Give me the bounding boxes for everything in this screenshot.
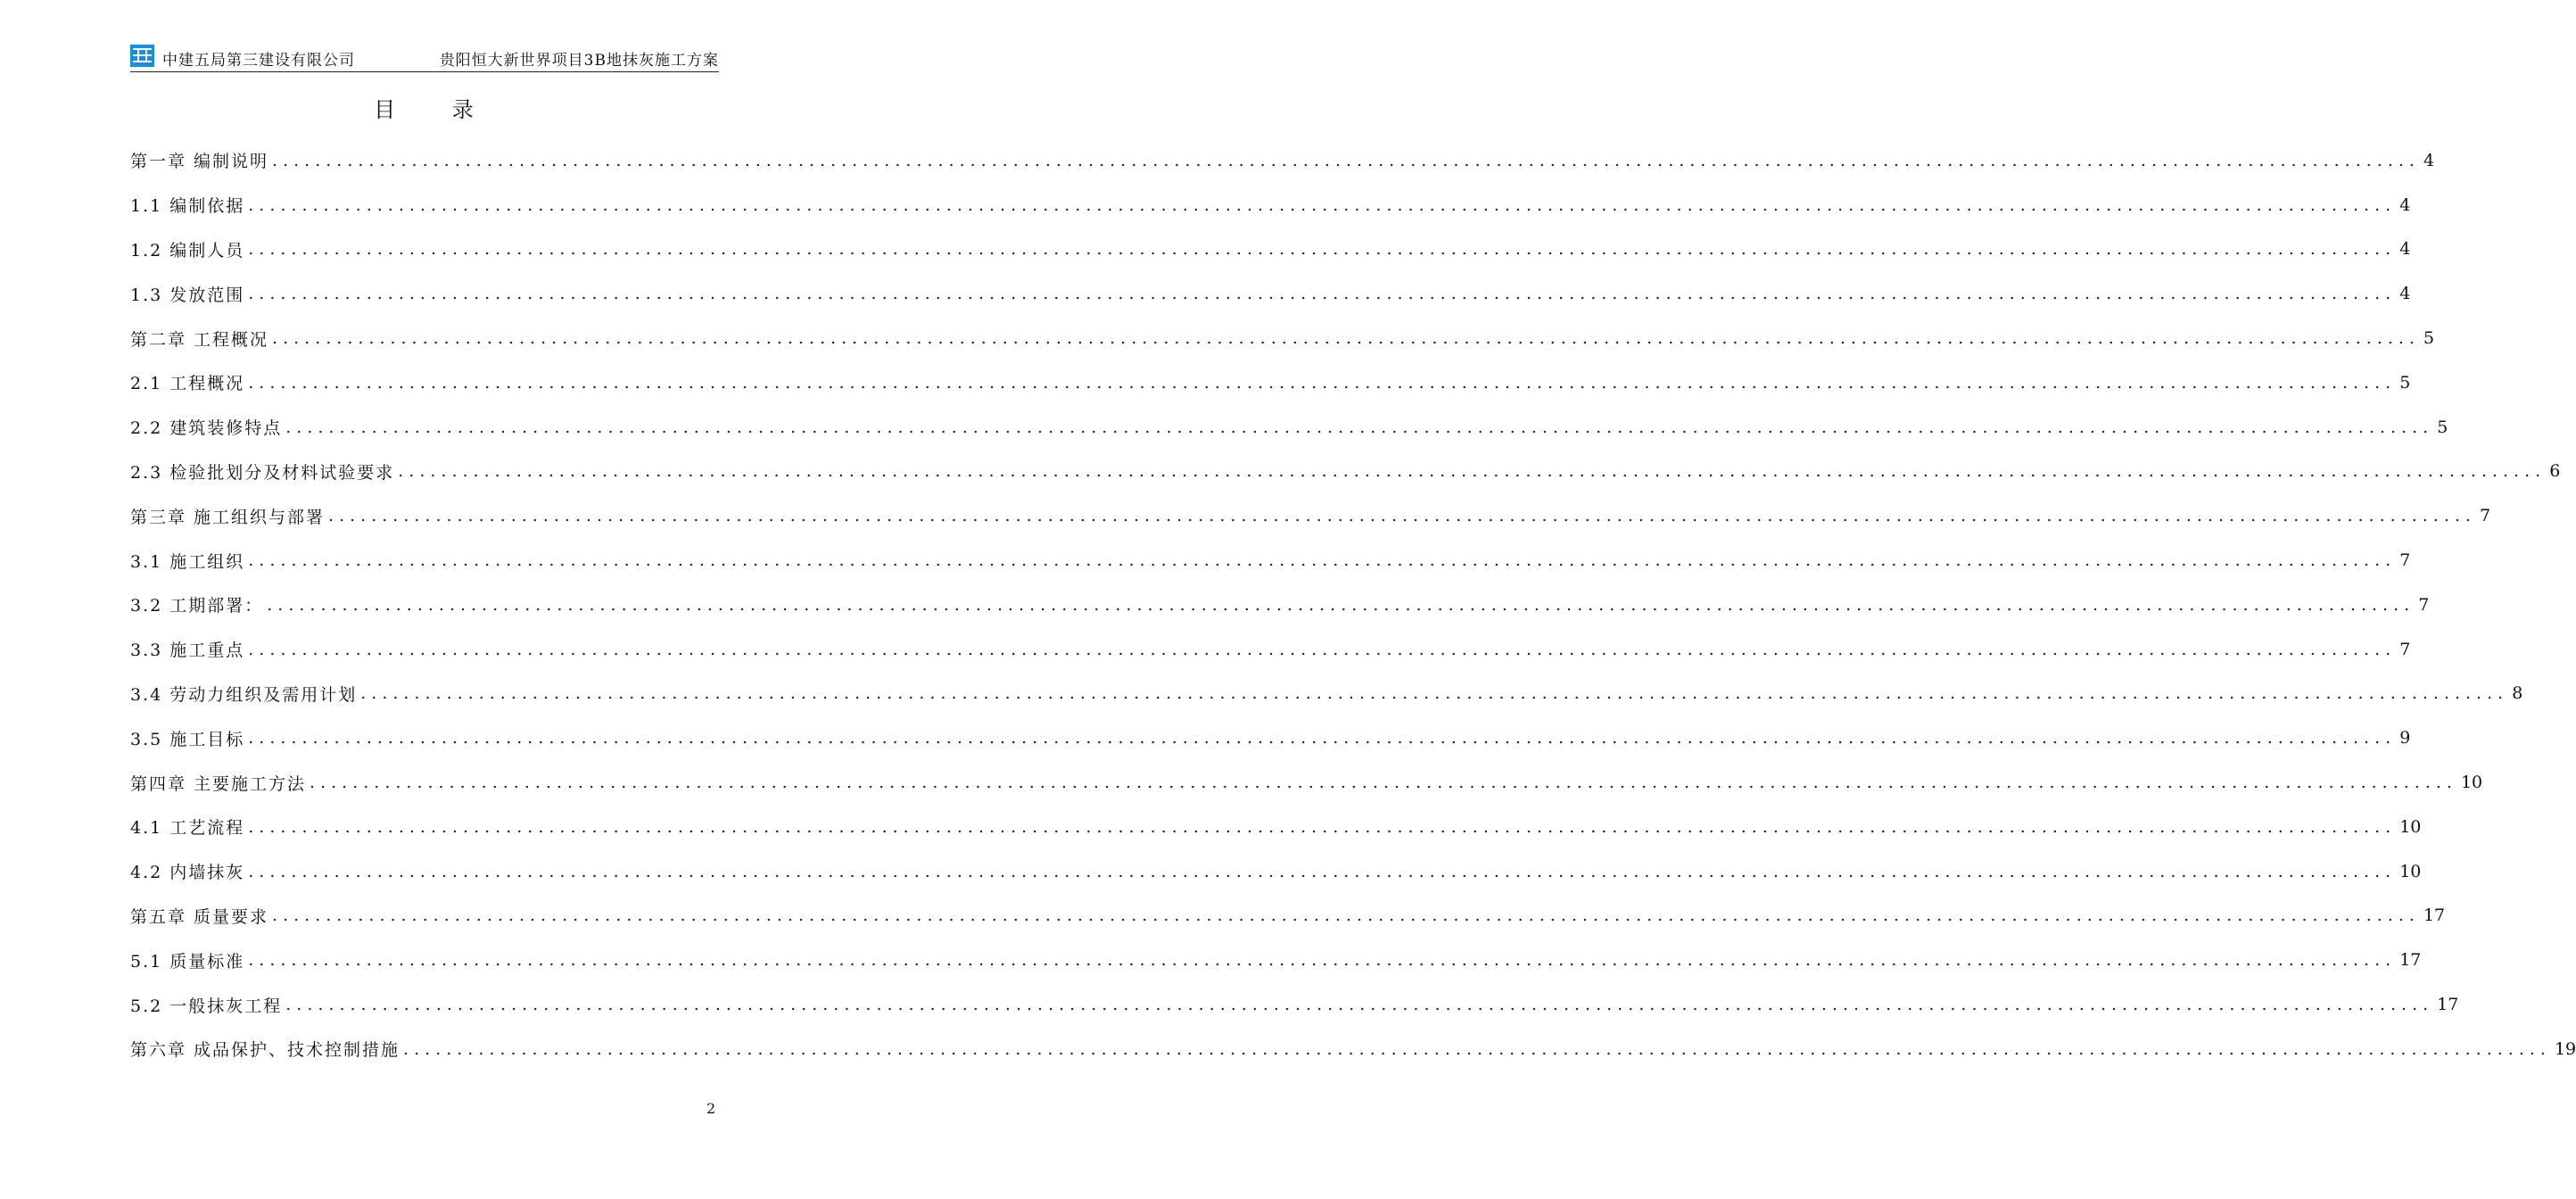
toc-entry-page: 4 [2399,194,2411,215]
toc-entry-label: 3.3 施工重点 [130,641,245,661]
toc-entry-label: 3.2 工期部署： [130,596,264,616]
toc-entry-page: 4 [2399,239,2411,260]
toc-entry-page: 7 [2418,594,2430,615]
toc-leader-dots: ........................................................................................................................................................................................................ [272,328,2420,349]
toc-leader-dots: ........................................................................................................................................................................................................ [248,728,2397,748]
toc-entry[interactable] [130,849,2422,894]
toc-entry-page: 10 [2460,773,2483,793]
toc-entry-page: 17 [2399,950,2422,971]
toc-entry-label: 1.1 编制依据 [130,196,245,217]
toc-entry[interactable] [130,938,2422,982]
toc-entry[interactable] [130,360,2411,405]
toc-entry-page: 5 [2399,372,2411,393]
toc-entry[interactable] [130,316,2435,360]
toc-entry[interactable] [130,1027,2576,1071]
table-of-contents [130,138,2576,1071]
toc-leader-dots: ........................................................................................................................................................................................................ [248,861,2397,881]
toc-entry-page: 8 [2512,683,2523,704]
toc-entry[interactable] [130,450,2561,494]
toc-entry-label: 4.1 工艺流程 [130,818,245,839]
toc-entry-page: 10 [2399,861,2422,881]
toc-entry-label: 2.1 工程概况 [130,374,245,394]
toc-entry-page: 4 [2399,284,2411,304]
toc-entry[interactable] [130,227,2411,272]
toc-entry-page: 17 [2437,995,2459,1015]
toc-entry[interactable] [130,538,2411,583]
toc-entry-page: 7 [2479,506,2491,526]
toc-leader-dots: ........................................................................................................................................................................................................ [248,639,2397,659]
toc-leader-dots: ........................................................................................................................................................................................................ [403,1038,2551,1059]
toc-leader-dots: ........................................................................................................................................................................................................ [272,905,2420,926]
toc-entry-label: 5.2 一般抹灰工程 [130,996,283,1016]
toc-leader-dots: ........................................................................................................................................................................................................ [248,372,2397,393]
toc-entry[interactable] [130,715,2411,760]
toc-entry-label: 3.5 施工目标 [130,729,245,749]
toc-entry-page: 7 [2399,550,2411,571]
toc-entry[interactable] [130,405,2448,450]
toc-entry-page: 4 [2423,150,2435,170]
toc-entry-page: 9 [2399,728,2411,748]
toc-leader-dots: ........................................................................................................................................................................................................ [328,506,2476,526]
toc-entry-label: 第四章 主要施工方法 [130,773,307,794]
toc-entry[interactable] [130,493,2491,538]
toc-entry-page: 6 [2549,461,2561,482]
toc-entry[interactable] [130,760,2483,805]
toc-entry-label: 第一章 编制说明 [130,152,269,172]
document-title: 贵阳恒大新世界项目3B地抹灰施工方案 [439,52,719,70]
toc-entry[interactable] [130,627,2411,672]
toc-leader-dots: ........................................................................................................................................................................................................ [360,683,2509,704]
toc-entry-label: 5.1 质量标准 [130,951,245,972]
toc-entry-page: 19 [2554,1038,2576,1059]
header-divider [130,71,719,72]
company-name: 中建五局第三建设有限公司 [162,52,355,70]
toc-entry[interactable] [130,982,2459,1027]
toc-entry-label: 3.1 施工组织 [130,551,245,572]
toc-leader-dots: ........................................................................................................................................................................................................ [285,995,2434,1015]
toc-leader-dots: ........................................................................................................................................................................................................ [248,550,2397,571]
company-logo-icon [130,45,154,67]
toc-leader-dots: ........................................................................................................................................................................................................ [267,594,2415,615]
toc-entry[interactable] [130,894,2446,939]
toc-leader-dots: ........................................................................................................................................................................................................ [272,150,2420,170]
toc-entry-page: 10 [2399,816,2422,837]
toc-title: 目 录 [374,97,499,122]
toc-entry[interactable] [130,183,2411,227]
toc-leader-dots: ........................................................................................................................................................................................................ [248,950,2397,971]
toc-entry-label: 2.2 建筑装修特点 [130,418,283,439]
toc-leader-dots: ........................................................................................................................................................................................................ [248,816,2397,837]
toc-entry-label: 第六章 成品保护、技术控制措施 [130,1040,400,1061]
toc-entry-label: 1.3 发放范围 [130,285,245,305]
toc-entry-page: 5 [2437,417,2448,437]
toc-entry-page: 5 [2423,328,2435,349]
toc-entry[interactable] [130,805,2422,849]
page-number: 2 [706,1100,716,1117]
toc-leader-dots: ........................................................................................................................................................................................................ [285,417,2434,437]
toc-entry[interactable] [130,672,2523,716]
toc-entry[interactable] [130,271,2411,316]
toc-leader-dots: ........................................................................................................................................................................................................ [398,461,2547,482]
toc-entry-label: 3.4 劳动力组织及需用计划 [130,684,358,705]
toc-entry-label: 第五章 质量要求 [130,906,269,927]
page-header [130,45,719,71]
toc-leader-dots: ........................................................................................................................................................................................................ [248,194,2397,215]
toc-entry-page: 17 [2423,905,2446,926]
toc-entry[interactable] [130,583,2430,627]
toc-entry-page: 7 [2399,639,2411,659]
toc-entry-label: 第二章 工程概况 [130,329,269,350]
toc-leader-dots: ........................................................................................................................................................................................................ [248,284,2397,304]
toc-leader-dots: ........................................................................................................................................................................................................ [310,773,2457,793]
toc-entry-label: 2.3 检验批划分及材料试验要求 [130,462,395,483]
toc-entry[interactable] [130,138,2435,183]
toc-entry-label: 4.2 内墙抹灰 [130,863,245,883]
toc-leader-dots: ........................................................................................................................................................................................................ [248,239,2397,260]
toc-entry-label: 1.2 编制人员 [130,240,245,260]
toc-entry-label: 第三章 施工组织与部署 [130,507,326,527]
